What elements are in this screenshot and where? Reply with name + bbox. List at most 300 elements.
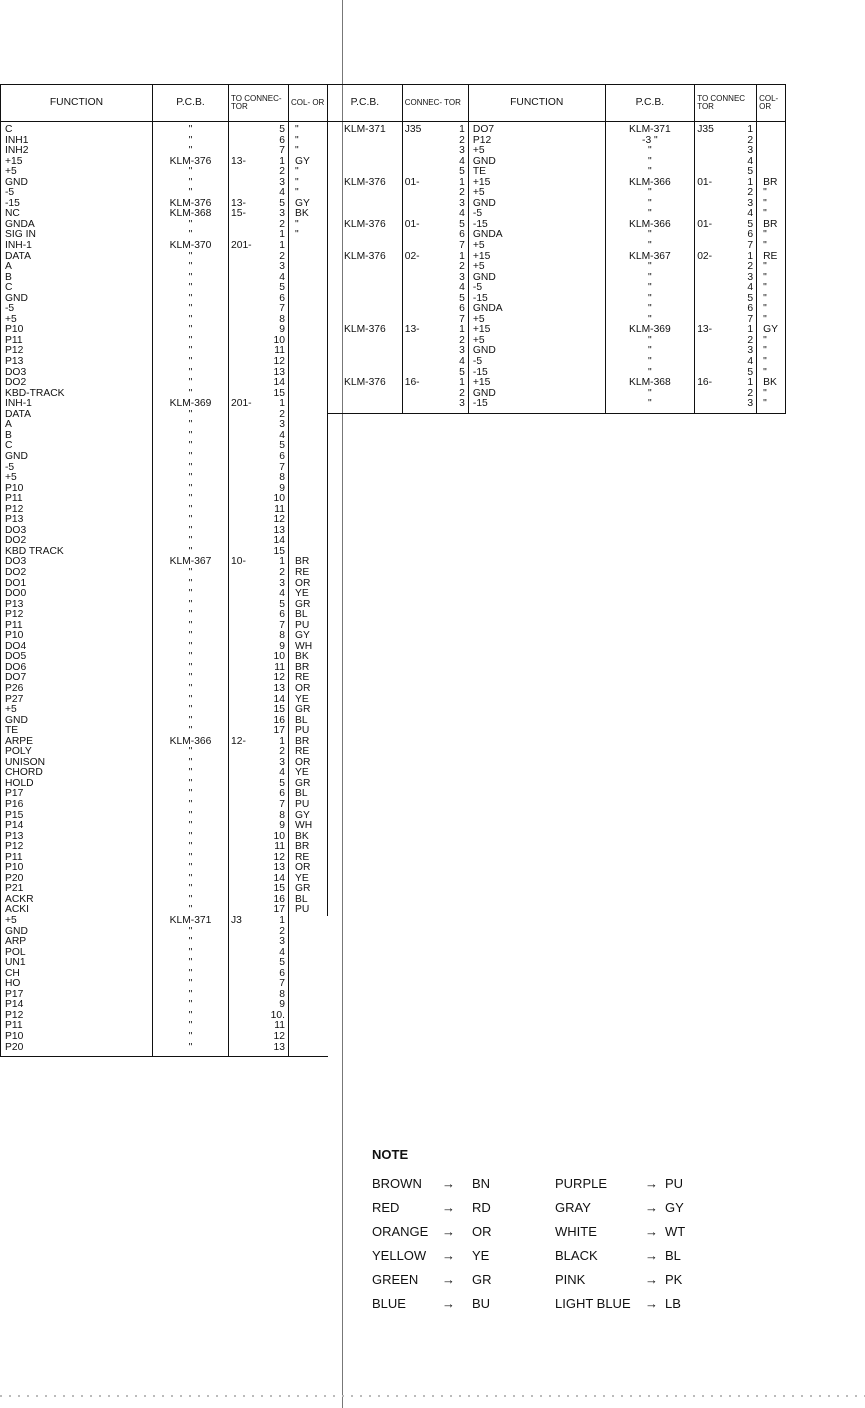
table-row bbox=[1, 220, 328, 231]
pcb-cell: " bbox=[153, 600, 229, 611]
function-cell: P13 bbox=[1, 357, 153, 368]
color-abbrev: PK bbox=[665, 1271, 683, 1287]
pin-cell: 2 bbox=[262, 927, 289, 938]
table-row bbox=[1, 452, 328, 463]
connector-cell bbox=[229, 378, 262, 389]
pcb-source-cell bbox=[328, 209, 403, 220]
color-cell: YE bbox=[289, 695, 328, 706]
to-pin-cell: 1 bbox=[729, 178, 757, 189]
header-to-connector-right: TO CONNEC TOR bbox=[695, 85, 757, 122]
color-cell: " bbox=[289, 178, 328, 189]
color-cell bbox=[289, 484, 328, 495]
color-cell: " bbox=[757, 304, 786, 315]
function-cell: DO4 bbox=[1, 642, 153, 653]
pin-cell: 5 bbox=[262, 779, 289, 790]
color-cell: BK bbox=[289, 832, 328, 843]
connector-cell bbox=[229, 283, 262, 294]
table-row bbox=[328, 368, 786, 379]
connector-cell bbox=[229, 663, 262, 674]
table-row bbox=[328, 273, 786, 284]
connector-cell bbox=[229, 642, 262, 653]
connector-cell bbox=[229, 726, 262, 737]
connector-cell bbox=[229, 410, 262, 421]
function-cell: -5 bbox=[468, 357, 605, 368]
color-cell bbox=[289, 325, 328, 336]
table-row bbox=[1, 863, 328, 874]
function-cell: P15 bbox=[1, 811, 153, 822]
function-cell: -15 bbox=[468, 294, 605, 305]
color-abbrev: PU bbox=[665, 1175, 684, 1191]
color-cell bbox=[289, 452, 328, 463]
to-connector-cell bbox=[695, 262, 729, 273]
connector-cell bbox=[229, 294, 262, 305]
table-row bbox=[1, 357, 328, 368]
pcb-target-cell: " bbox=[605, 304, 695, 315]
table-row bbox=[1, 726, 328, 737]
color-cell bbox=[289, 473, 328, 484]
color-cell bbox=[289, 262, 328, 273]
pcb-source-cell bbox=[328, 136, 403, 147]
pcb-cell: " bbox=[153, 579, 229, 590]
connector-pin-cell: 2 bbox=[441, 336, 469, 347]
connector-cell bbox=[402, 273, 440, 284]
connector-cell bbox=[229, 188, 262, 199]
to-pin-cell: 1 bbox=[729, 378, 757, 389]
pin-cell: 1 bbox=[262, 230, 289, 241]
to-pin-cell: 7 bbox=[729, 315, 757, 326]
function-cell: P10 bbox=[1, 484, 153, 495]
function-cell: P12 bbox=[1, 842, 153, 853]
table-row bbox=[1, 178, 328, 189]
pin-cell: 13 bbox=[262, 368, 289, 379]
pcb-cell: " bbox=[153, 536, 229, 547]
color-cell: YE bbox=[289, 589, 328, 600]
connector-cell bbox=[229, 452, 262, 463]
to-connector-cell bbox=[695, 136, 729, 147]
pcb-cell: " bbox=[153, 420, 229, 431]
table-row bbox=[1, 441, 328, 452]
function-cell: C bbox=[1, 441, 153, 452]
pcb-target-cell: " bbox=[605, 368, 695, 379]
connector-cell bbox=[229, 484, 262, 495]
function-cell: DO3 bbox=[1, 526, 153, 537]
function-cell: TE bbox=[1, 726, 153, 737]
function-cell: -15 bbox=[468, 220, 605, 231]
to-pin-cell: 2 bbox=[729, 389, 757, 400]
to-pin-cell: 3 bbox=[729, 199, 757, 210]
color-cell: PU bbox=[289, 726, 328, 737]
pcb-cell: " bbox=[153, 937, 229, 948]
table-row bbox=[1, 122, 328, 136]
table-row bbox=[328, 389, 786, 400]
to-pin-cell: 1 bbox=[729, 325, 757, 336]
pin-cell: 4 bbox=[262, 589, 289, 600]
function-cell: P11 bbox=[1, 853, 153, 864]
color-name: PINK bbox=[555, 1271, 586, 1287]
pcb-cell: " bbox=[153, 673, 229, 684]
right-header-row bbox=[328, 85, 786, 122]
pcb-target-cell: " bbox=[605, 283, 695, 294]
connector-cell bbox=[402, 315, 440, 326]
arrow-icon: → bbox=[442, 1199, 455, 1215]
function-cell: INH-1 bbox=[1, 241, 153, 252]
pcb-source-cell bbox=[328, 262, 403, 273]
connector-cell bbox=[402, 188, 440, 199]
color-cell: GR bbox=[289, 884, 328, 895]
table-row bbox=[1, 990, 328, 1001]
table-row bbox=[1, 410, 328, 421]
to-connector-cell: 16- bbox=[695, 378, 729, 389]
pcb-cell: KLM-368 bbox=[153, 209, 229, 220]
connector-cell bbox=[229, 937, 262, 948]
pcb-cell: " bbox=[153, 716, 229, 727]
function-cell: P17 bbox=[1, 789, 153, 800]
pcb-cell: " bbox=[153, 294, 229, 305]
pin-cell: 6 bbox=[262, 452, 289, 463]
connector-cell bbox=[229, 420, 262, 431]
pin-cell: 14 bbox=[262, 536, 289, 547]
table-row bbox=[1, 832, 328, 843]
connector-cell bbox=[229, 589, 262, 600]
to-pin-cell: 4 bbox=[729, 357, 757, 368]
function-cell: DO0 bbox=[1, 589, 153, 600]
connector-pin-cell: 2 bbox=[441, 136, 469, 147]
function-cell: P14 bbox=[1, 821, 153, 832]
color-cell: OR bbox=[289, 758, 328, 769]
table-row bbox=[328, 399, 786, 413]
table-row bbox=[328, 346, 786, 357]
connector-cell bbox=[402, 146, 440, 157]
pin-cell: 1 bbox=[262, 737, 289, 748]
table-row bbox=[1, 283, 328, 294]
table-row bbox=[1, 378, 328, 389]
table-row bbox=[1, 579, 328, 590]
to-connector-cell bbox=[695, 209, 729, 220]
color-name: GREEN bbox=[372, 1271, 419, 1287]
connector-pin-cell: 4 bbox=[441, 157, 469, 168]
connector-cell bbox=[229, 336, 262, 347]
pin-cell: 17 bbox=[262, 905, 289, 916]
pin-cell: 5 bbox=[262, 958, 289, 969]
pin-cell: 7 bbox=[262, 979, 289, 990]
color-cell: OR bbox=[289, 863, 328, 874]
pcb-cell: " bbox=[153, 146, 229, 157]
pcb-cell: " bbox=[153, 1000, 229, 1011]
function-cell: P10 bbox=[1, 863, 153, 874]
connector-cell bbox=[229, 1011, 262, 1022]
pin-cell: 10 bbox=[262, 336, 289, 347]
function-cell: DO2 bbox=[1, 536, 153, 547]
to-pin-cell: 5 bbox=[729, 167, 757, 178]
header-function-right: FUNCTION bbox=[468, 85, 605, 122]
color-name: GRAY bbox=[555, 1199, 591, 1215]
pcb-cell: " bbox=[153, 705, 229, 716]
connector-cell bbox=[402, 167, 440, 178]
pin-cell: 2 bbox=[262, 747, 289, 758]
to-connector-cell: 01- bbox=[695, 220, 729, 231]
connector-cell bbox=[229, 610, 262, 621]
pcb-cell: " bbox=[153, 188, 229, 199]
pin-cell: 8 bbox=[262, 473, 289, 484]
to-connector-cell: 01- bbox=[695, 178, 729, 189]
connector-cell bbox=[229, 631, 262, 642]
pcb-cell: KLM-376 bbox=[153, 199, 229, 210]
pcb-cell: " bbox=[153, 273, 229, 284]
pcb-cell: " bbox=[153, 895, 229, 906]
function-cell: DO6 bbox=[1, 663, 153, 674]
connector-pin-cell: 7 bbox=[441, 315, 469, 326]
to-connector-cell bbox=[695, 146, 729, 157]
connector-cell: J35 bbox=[402, 122, 440, 136]
table-row bbox=[328, 230, 786, 241]
table-row bbox=[1, 294, 328, 305]
left-wiring-table bbox=[0, 84, 328, 1057]
table-row bbox=[1, 673, 328, 684]
table-row bbox=[1, 1011, 328, 1022]
color-cell: PU bbox=[289, 800, 328, 811]
function-cell: P10 bbox=[1, 325, 153, 336]
pcb-target-cell: " bbox=[605, 346, 695, 357]
pin-cell: 13 bbox=[262, 863, 289, 874]
table-row bbox=[1, 304, 328, 315]
table-row bbox=[1, 136, 328, 147]
pcb-target-cell: " bbox=[605, 336, 695, 347]
pcb-cell: " bbox=[153, 758, 229, 769]
note-row bbox=[372, 1171, 705, 1195]
color-cell: RE bbox=[757, 252, 786, 263]
function-cell: A bbox=[1, 420, 153, 431]
table-row bbox=[1, 230, 328, 241]
pcb-cell: " bbox=[153, 220, 229, 231]
connector-cell bbox=[229, 122, 262, 136]
connector-cell bbox=[402, 346, 440, 357]
connector-pin-cell: 2 bbox=[441, 262, 469, 273]
pcb-source-cell bbox=[328, 146, 403, 157]
table-row bbox=[1, 547, 328, 558]
color-abbrev: GY bbox=[665, 1199, 684, 1215]
pin-cell: 6 bbox=[262, 294, 289, 305]
table-row bbox=[328, 336, 786, 347]
pcb-source-cell bbox=[328, 230, 403, 241]
pin-cell: 7 bbox=[262, 800, 289, 811]
connector-cell bbox=[229, 905, 262, 916]
color-cell: YE bbox=[289, 874, 328, 885]
pcb-target-cell: " bbox=[605, 230, 695, 241]
pcb-cell: " bbox=[153, 325, 229, 336]
table-row bbox=[328, 304, 786, 315]
pcb-cell: " bbox=[153, 589, 229, 600]
connector-cell bbox=[229, 473, 262, 484]
pcb-cell: " bbox=[153, 1021, 229, 1032]
function-cell: P12 bbox=[1, 1011, 153, 1022]
to-pin-cell: 5 bbox=[729, 368, 757, 379]
connector-cell: 02- bbox=[402, 252, 440, 263]
pcb-cell: " bbox=[153, 463, 229, 474]
to-connector-cell bbox=[695, 241, 729, 252]
table-row bbox=[1, 737, 328, 748]
pin-cell: 11 bbox=[262, 663, 289, 674]
table-row bbox=[1, 789, 328, 800]
function-cell: GND bbox=[468, 389, 605, 400]
connector-pin-cell: 3 bbox=[441, 346, 469, 357]
pcb-cell: " bbox=[153, 789, 229, 800]
header-pcb: P.C.B. bbox=[153, 85, 229, 122]
pcb-source-cell bbox=[328, 368, 403, 379]
color-cell bbox=[289, 410, 328, 421]
pin-cell: 7 bbox=[262, 304, 289, 315]
pcb-cell: " bbox=[153, 610, 229, 621]
pcb-cell: " bbox=[153, 136, 229, 147]
pin-cell: 4 bbox=[262, 188, 289, 199]
connector-cell bbox=[229, 579, 262, 590]
pcb-cell: " bbox=[153, 948, 229, 959]
pcb-cell: " bbox=[153, 368, 229, 379]
to-connector-cell bbox=[695, 283, 729, 294]
table-row bbox=[1, 905, 328, 916]
to-pin-cell: 3 bbox=[729, 346, 757, 357]
table-row bbox=[1, 589, 328, 600]
pcb-source-cell bbox=[328, 336, 403, 347]
pcb-cell: KLM-370 bbox=[153, 241, 229, 252]
table-row bbox=[1, 811, 328, 822]
pin-cell: 5 bbox=[262, 441, 289, 452]
color-cell: BR bbox=[289, 557, 328, 568]
table-row bbox=[1, 758, 328, 769]
color-cell bbox=[289, 431, 328, 442]
color-cell: PU bbox=[289, 905, 328, 916]
pin-cell: 1 bbox=[262, 241, 289, 252]
color-cell bbox=[289, 420, 328, 431]
connector-cell bbox=[229, 304, 262, 315]
function-cell: P14 bbox=[1, 1000, 153, 1011]
arrow-icon: → bbox=[645, 1223, 658, 1239]
function-cell: -15 bbox=[468, 399, 605, 413]
color-cell bbox=[289, 336, 328, 347]
connector-cell bbox=[229, 505, 262, 516]
pcb-source-cell: KLM-376 bbox=[328, 378, 403, 389]
connector-pin-cell: 1 bbox=[441, 178, 469, 189]
function-cell: -5 bbox=[468, 283, 605, 294]
pcb-cell: " bbox=[153, 979, 229, 990]
color-cell: GY bbox=[289, 631, 328, 642]
pin-cell: 10 bbox=[262, 494, 289, 505]
color-cell bbox=[289, 547, 328, 558]
function-cell: DATA bbox=[1, 252, 153, 263]
function-cell: P12 bbox=[468, 136, 605, 147]
pcb-source-cell bbox=[328, 283, 403, 294]
function-cell: DO3 bbox=[1, 368, 153, 379]
function-cell: P13 bbox=[1, 515, 153, 526]
table-row bbox=[1, 325, 328, 336]
pin-cell: 6 bbox=[262, 789, 289, 800]
function-cell: GNDA bbox=[468, 304, 605, 315]
color-cell: " bbox=[757, 399, 786, 413]
scan-noise-line bbox=[0, 1395, 865, 1397]
pin-cell: 5 bbox=[262, 600, 289, 611]
connector-pin-cell: 1 bbox=[441, 252, 469, 263]
function-cell: +15 bbox=[468, 178, 605, 189]
pcb-cell: " bbox=[153, 811, 229, 822]
table-row bbox=[1, 505, 328, 516]
function-cell: CHORD bbox=[1, 768, 153, 779]
connector-cell: 201- bbox=[229, 399, 262, 410]
function-cell: ARP bbox=[1, 937, 153, 948]
color-cell: " bbox=[757, 273, 786, 284]
color-cell bbox=[289, 1032, 328, 1043]
pcb-cell: " bbox=[153, 821, 229, 832]
pin-cell: 5 bbox=[262, 283, 289, 294]
header-pcb-target: P.C.B. bbox=[605, 85, 695, 122]
color-cell bbox=[289, 304, 328, 315]
note-row bbox=[372, 1219, 705, 1243]
to-connector-cell bbox=[695, 304, 729, 315]
table-row bbox=[328, 209, 786, 220]
to-pin-cell: 4 bbox=[729, 283, 757, 294]
pcb-target-cell: " bbox=[605, 146, 695, 157]
color-cell: " bbox=[289, 146, 328, 157]
table-row bbox=[328, 325, 786, 336]
color-cell: " bbox=[757, 294, 786, 305]
color-cell bbox=[289, 948, 328, 959]
table-row bbox=[1, 346, 328, 357]
arrow-icon: → bbox=[645, 1199, 658, 1215]
pin-cell: 9 bbox=[262, 484, 289, 495]
to-pin-cell: 4 bbox=[729, 157, 757, 168]
color-name: PURPLE bbox=[555, 1175, 608, 1191]
connector-cell bbox=[229, 863, 262, 874]
connector-cell bbox=[229, 220, 262, 231]
connector-pin-cell: 5 bbox=[441, 167, 469, 178]
pcb-cell: KLM-366 bbox=[153, 737, 229, 748]
pin-cell: 14 bbox=[262, 695, 289, 706]
pcb-cell: " bbox=[153, 990, 229, 1001]
to-pin-cell: 6 bbox=[729, 304, 757, 315]
color-cell: BR bbox=[289, 663, 328, 674]
connector-cell bbox=[229, 252, 262, 263]
function-cell: -5 bbox=[1, 304, 153, 315]
color-cell: GR bbox=[289, 779, 328, 790]
pin-cell: 3 bbox=[262, 579, 289, 590]
function-cell: -5 bbox=[1, 463, 153, 474]
connector-cell: 12- bbox=[229, 737, 262, 748]
function-cell: P11 bbox=[1, 621, 153, 632]
color-cell bbox=[289, 979, 328, 990]
pcb-cell: " bbox=[153, 842, 229, 853]
table-row bbox=[1, 663, 328, 674]
pcb-cell: " bbox=[153, 484, 229, 495]
function-cell: +15 bbox=[1, 157, 153, 168]
color-cell: " bbox=[289, 122, 328, 136]
function-cell: +5 bbox=[468, 241, 605, 252]
function-cell: C bbox=[1, 283, 153, 294]
color-cell: " bbox=[289, 188, 328, 199]
pcb-target-cell: KLM-366 bbox=[605, 178, 695, 189]
table-row bbox=[1, 600, 328, 611]
table-row bbox=[1, 779, 328, 790]
table-row bbox=[1, 1043, 328, 1057]
to-connector-cell bbox=[695, 399, 729, 413]
connector-cell bbox=[402, 241, 440, 252]
pcb-cell: " bbox=[153, 631, 229, 642]
function-cell: NC bbox=[1, 209, 153, 220]
color-cell: " bbox=[757, 315, 786, 326]
to-connector-cell bbox=[695, 357, 729, 368]
connector-cell: 201- bbox=[229, 241, 262, 252]
table-row bbox=[1, 884, 328, 895]
connector-cell bbox=[402, 136, 440, 147]
connector-cell bbox=[229, 368, 262, 379]
pin-cell: 12 bbox=[262, 357, 289, 368]
